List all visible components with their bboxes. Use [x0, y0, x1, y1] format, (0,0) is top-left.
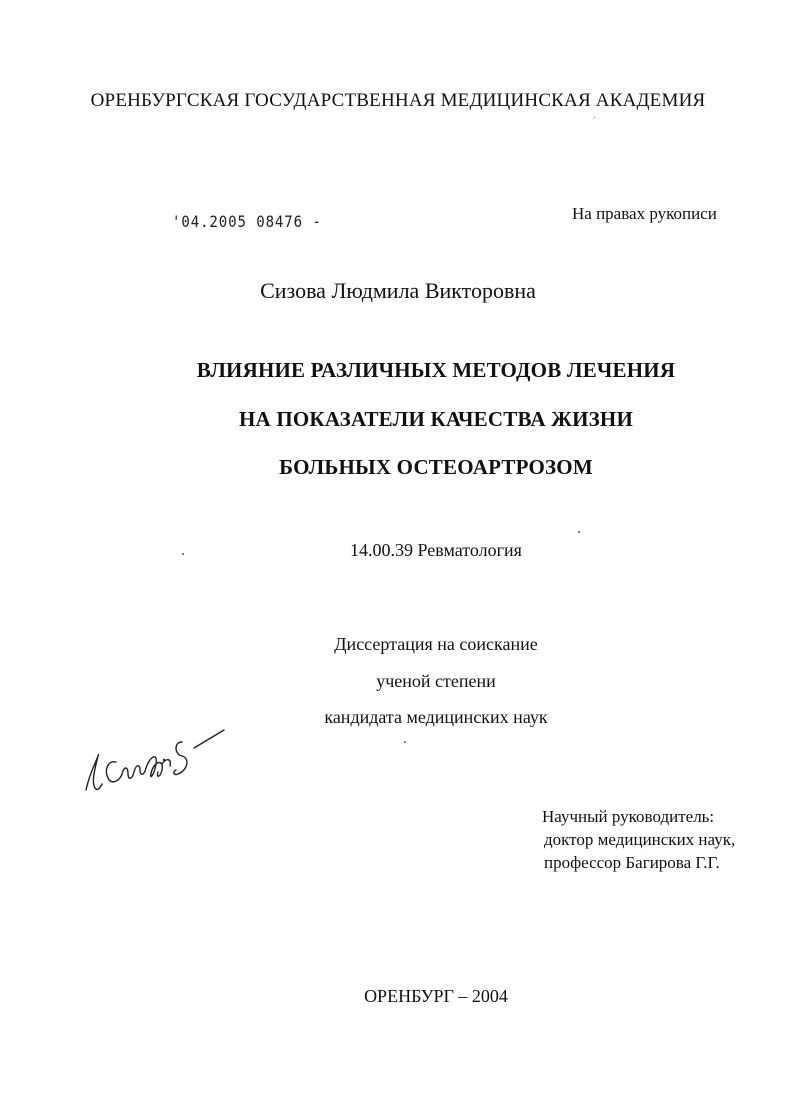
- supervisor-label: Научный руководитель:: [542, 807, 715, 826]
- author-name: Сизова Людмила Викторовна: [260, 278, 536, 303]
- supervisor-degree: доктор медицинских наук,: [544, 830, 736, 849]
- thesis-title-line-2: НА ПОКАЗАТЕЛИ КАЧЕСТВА ЖИЗНИ: [238, 407, 633, 431]
- scan-speck: [594, 117, 595, 118]
- rights-note: На правах рукописи: [572, 204, 717, 223]
- scan-speck: [578, 531, 580, 533]
- thesis-title-line-3: БОЛЬНЫХ ОСТЕОАРТРОЗОМ: [279, 455, 593, 479]
- scan-speck: [182, 553, 184, 555]
- thesis-title-line-1: ВЛИЯНИЕ РАЗЛИЧНЫХ МЕТОДОВ ЛЕЧЕНИЯ: [196, 358, 676, 382]
- catalog-number: '04.2005 08476 -: [172, 212, 322, 231]
- city-year: ОРЕНБУРГ – 2004: [364, 986, 508, 1006]
- degree-line-3: кандидата медицинских наук: [324, 707, 548, 727]
- degree-line-1: Диссертация на соискание: [334, 634, 538, 654]
- institution-name: ОРЕНБУРГСКАЯ ГОСУДАРСТВЕННАЯ МЕДИЦИНСКАЯ АКАДЕМИЯ: [90, 90, 706, 111]
- specialty-code: 14.00.39 Ревматология: [350, 540, 522, 560]
- scan-speck: [404, 741, 406, 743]
- degree-line-2: ученой степени: [376, 671, 496, 691]
- handwritten-signature-icon: [78, 712, 238, 812]
- supervisor-name: профессор Багирова Г.Г.: [544, 853, 720, 872]
